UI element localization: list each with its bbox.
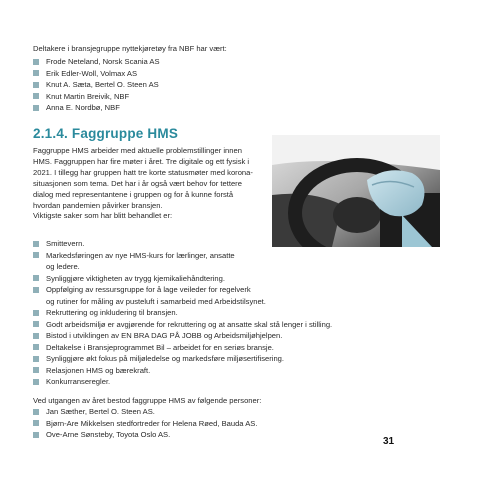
topic-item (33, 284, 332, 307)
topic-item (33, 250, 332, 273)
topic-item (33, 307, 332, 319)
topic-item (33, 365, 332, 377)
bullet-square-icon (33, 321, 39, 327)
bullet-square-icon (33, 432, 39, 438)
topic-item (33, 376, 332, 388)
member-item-text: Bjørn-Are Mikkelsen stedfortreder for Helena Røed, Bauda AS. (46, 418, 258, 428)
bullet-square-icon (33, 93, 39, 99)
intro-text: Deltakere i bransjegruppe nyttekjøretøy fra NBF har vært: (33, 44, 227, 53)
paragraph-line: hvordan pandemien påvirker bransjen. (33, 200, 163, 210)
topic-item-text: Relasjonen HMS og bærekraft. (46, 365, 151, 375)
topic-item-text: Synliggjøre økt fokus på miljøledelse og markedsføre miljøsertifisering. (46, 354, 285, 363)
participant-item (33, 79, 160, 91)
topic-item (33, 238, 332, 250)
bullet-square-icon (33, 241, 39, 247)
bullet-square-icon (33, 367, 39, 373)
topic-item-text: Smittevern. (46, 239, 85, 248)
participant-item-text: Knut A. Sæta, Bertel O. Steen AS (46, 80, 159, 89)
bullet-square-icon (33, 82, 39, 88)
topic-item-text: Oppfølging av ressursgruppe for å lage veileder for regelverk (46, 285, 251, 294)
paragraph-line: Viktigste saker som har blitt behandlet er: (33, 211, 173, 221)
member-item (33, 418, 257, 430)
bullet-square-icon (33, 70, 39, 76)
member-item-text: Jan Sæther, Bertel O. Steen AS. (46, 407, 155, 416)
member-item-text: Ove-Arne Sønsteby, Toyota Oslo AS. (46, 430, 171, 439)
participant-item-text: Knut Martin Breivik, NBF (46, 91, 130, 101)
bullet-square-icon (33, 287, 39, 293)
participant-item (33, 91, 160, 103)
topic-item (33, 330, 332, 342)
topic-item-text: og rutiner for måling av pusteluft i samarbeid med Arbeidstilsynet. (46, 296, 266, 306)
participant-item-text: Erik Edler-Woll, Volmax AS (46, 68, 138, 78)
bullet-square-icon (33, 59, 39, 65)
topic-item-text: Godt arbeidsmiljø er avgjørende for rekruttering og at ansatte skal stå lenger i stilling. (46, 319, 333, 329)
topic-item (33, 342, 332, 354)
bullet-square-icon (33, 420, 39, 426)
topic-item (33, 353, 332, 365)
topic-item-text: Rekruttering og inkludering til bransjen. (46, 308, 178, 317)
topic-item-text: Konkurranseregler. (46, 377, 111, 386)
page-number: 31 (383, 436, 395, 447)
participant-item (33, 68, 160, 80)
bullet-square-icon (33, 105, 39, 111)
bullet-square-icon (33, 344, 39, 350)
participant-item (33, 56, 160, 68)
topic-item-text: og ledere. (46, 262, 80, 271)
topic-item (33, 319, 332, 331)
member-item (33, 429, 257, 441)
paragraph-line: HMS. Faggruppen har fire møter i året. Tre digitale og ett fysisk i (33, 156, 250, 166)
member-item (33, 406, 257, 418)
photo-illustration (272, 135, 440, 247)
bullet-square-icon (33, 333, 39, 339)
bullet-square-icon (33, 310, 39, 316)
topic-item-text: Synliggjøre viktigheten av trygg kjemikaliehåndtering. (46, 273, 225, 283)
bullet-square-icon (33, 275, 39, 281)
paragraph-line: situasjonen som tema. Det har i år også vært behov for tettere (33, 178, 242, 188)
bullet-square-icon (33, 252, 39, 258)
topic-item-text: Bistod i utviklingen av EN BRA DAG PÅ JOBB og Arbeidsmiljøhjelpen. (46, 331, 283, 340)
bullet-square-icon (33, 356, 39, 362)
section-heading: 2.1.4. Faggruppe HMS (33, 126, 179, 141)
members-list (33, 406, 257, 441)
paragraph-line: 2021. I tillegg har gruppen hatt tre korte statusmøter med korona- (33, 167, 253, 177)
participant-item (33, 102, 160, 114)
topics-list (33, 238, 332, 388)
participant-item-text: Frode Neteland, Norsk Scania AS (46, 57, 160, 66)
section-paragraph (33, 146, 265, 222)
topic-item-text: Markedsføringen av nye HMS-kurs for lærlinger, ansatte (46, 250, 235, 260)
paragraph-line: Faggruppe HMS arbeider med aktuelle problemstillinger innen (33, 146, 242, 155)
participants-list (33, 56, 160, 114)
car-cleaning-photo (272, 135, 440, 247)
outro-text: Ved utgangen av året bestod faggruppe HMS av følgende personer: (33, 396, 262, 405)
paragraph-line: dialog med representantene i gruppen og for å kunne forstå (33, 189, 234, 199)
topic-item (33, 273, 332, 285)
participant-item-text: Anna E. Nordbø, NBF (46, 103, 120, 112)
bullet-square-icon (33, 379, 39, 385)
topic-item-text: Deltakelse i Bransjeprogrammet Bil – arbeidet for en seriøs bransje. (46, 342, 274, 352)
bullet-square-icon (33, 409, 39, 415)
